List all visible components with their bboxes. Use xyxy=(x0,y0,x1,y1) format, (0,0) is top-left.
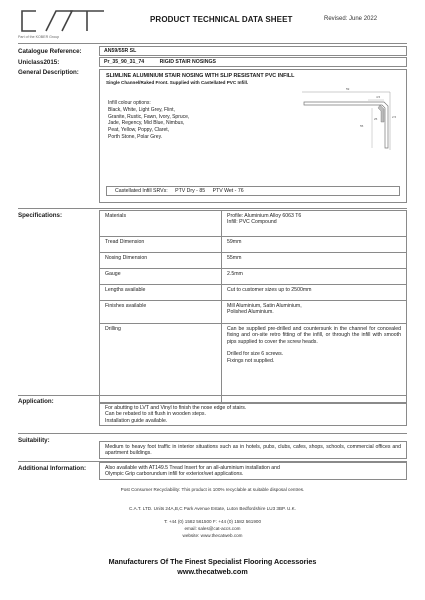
company-website: website: www.thecatweb.com xyxy=(182,533,243,538)
infill-line: Granite, Rustic, Fawn, Ivory, Spruce, xyxy=(108,113,190,120)
spec-value: 55mm xyxy=(222,253,407,269)
additional-line: Also available with AT149.5 Tread Insert for an all-aluminium installation and xyxy=(105,465,280,471)
spec-key: Tread Dimension xyxy=(100,237,222,253)
infill-colour-list xyxy=(108,100,189,141)
spec-key: Nosing Dimension xyxy=(100,253,222,269)
description-subtitle: Single Channel/Raked Front. Supplied with Castellated PVC Infill. xyxy=(106,80,249,85)
specifications-label: Specifications: xyxy=(18,212,63,219)
application-label: Application: xyxy=(18,398,54,405)
description-box xyxy=(99,69,407,203)
spec-key: Lengths available xyxy=(100,285,222,301)
dim-lip: 4.5 xyxy=(376,95,381,99)
specifications-divider xyxy=(18,395,407,396)
srv-box xyxy=(106,186,400,196)
additional-line: Olympic Grip carborundum infill for exterior/wet applications. xyxy=(105,471,244,478)
application-line: Can be rebated to sit flush in wooden steps. xyxy=(105,411,206,418)
spec-value-line: Profile: Aluminium Alloy 6063 T6 xyxy=(227,213,302,219)
infill-line: Peat, Yellow, Poppy, Claret, xyxy=(108,127,170,134)
catalogue-value: AN59/55R SL xyxy=(104,48,137,54)
application-line: Installation guide available. xyxy=(105,417,168,424)
spec-value: 59mm xyxy=(222,237,407,253)
spec-value-line: Mill Aluminium, Satin Aluminium, xyxy=(227,303,302,309)
table-row xyxy=(100,269,407,285)
additional-label: Additional Information: xyxy=(18,465,87,472)
application-line: For abutting to LVT and Vinyl to finish the nose edge of stairs. xyxy=(105,405,247,411)
dim-infill: 25 xyxy=(374,117,378,121)
uniclass-value-box xyxy=(99,57,407,67)
spec-value: 2.5mm xyxy=(222,269,407,285)
spec-value-line: Polished Aluminium. xyxy=(227,309,274,316)
dim-tread: 59 xyxy=(346,87,350,91)
uniclass-title: RIGID STAIR NOSINGS xyxy=(159,59,216,65)
suitability-label: Suitability: xyxy=(18,437,50,444)
suitability-text: Medium to heavy foot traffic in interior situations such as in hotels, pubs, clubs, cafes, shops, schools, commercial offices and apartment buildings. xyxy=(99,441,407,459)
application-box xyxy=(99,402,407,426)
table-row xyxy=(100,285,407,301)
spec-key: Materials xyxy=(100,211,222,237)
cat-logo xyxy=(18,8,108,34)
spec-value-line: Infill: PVC Compound xyxy=(227,219,277,226)
company-email: email: sales@cat-accs.com xyxy=(184,526,241,531)
spec-value xyxy=(222,301,407,324)
spec-key: Drilling xyxy=(100,324,222,404)
header-divider xyxy=(18,43,407,44)
tagline: Manufacturers Of The Finest Specialist Flooring Accessories xyxy=(108,557,317,566)
catalogue-label: Catalogue Reference: xyxy=(18,48,82,55)
recyclability-note: Post Consumer Recyclability: This product is 100% recyclable at suitable disposal centres. xyxy=(120,487,305,492)
srv-wet: PTV Wet - 76 xyxy=(212,188,244,194)
spec-key: Gauge xyxy=(100,269,222,285)
uniclass-code: Pr_35_90_31_74 xyxy=(104,59,145,65)
table-row xyxy=(100,253,407,269)
infill-line: Infill colour options: xyxy=(108,100,151,106)
additional-box xyxy=(99,462,407,480)
table-row xyxy=(100,211,407,237)
revised-date: Revised: June 2022 xyxy=(324,16,378,22)
application-divider xyxy=(18,433,407,434)
infill-line: Black, White, Light Grey, Flint, xyxy=(108,106,175,113)
footer-url: www.thecatweb.com xyxy=(177,567,248,576)
company-address: C.A.T. LTD. Units 24A,B,C Park Avenue Estate, Luton Bedfordshire LU3 3BP. U.K. xyxy=(129,506,296,511)
spec-value-paragraph: Can be supplied pre-drilled and countersunk in the channel for concealed fixing and on-site retro fitting of the infill, or through the infill with smooth pips supplied to cover the screw heads. xyxy=(227,326,401,345)
table-row xyxy=(100,237,407,253)
specifications-table xyxy=(99,210,407,404)
dim-gauge: 2.5 xyxy=(392,115,397,119)
spec-key: Finishes available xyxy=(100,301,222,324)
spec-value: Cut to customer sizes up to 2500mm xyxy=(222,285,407,301)
srv-label: Castellated Infill SRVs: xyxy=(115,188,168,194)
catalogue-value-box xyxy=(99,46,407,56)
uniclass-label: Uniclass2015: xyxy=(18,59,60,66)
spec-value-line: Drilled for size 6 screws. xyxy=(227,351,284,358)
description-title: SLIMLINE ALUMINIUM STAIR NOSING WITH SLIP RESISTANT PVC INFILL xyxy=(106,73,295,79)
spec-value xyxy=(222,211,407,237)
description-divider xyxy=(18,208,407,209)
infill-line: Porth Stone, Polar Grey. xyxy=(108,133,163,140)
srv-dry: PTV Dry - 85 xyxy=(175,188,206,194)
company-phone: T: +44 (0) 1582 561500 F: +44 (0) 1582 561900 xyxy=(163,519,262,524)
description-label: General Description: xyxy=(18,69,79,76)
table-row xyxy=(100,301,407,324)
dim-nosing: 55 xyxy=(360,124,364,128)
document-title: PRODUCT TECHNICAL DATA SHEET xyxy=(150,15,293,24)
logo-group-caption: Part of the KOBER Group xyxy=(18,35,60,39)
spec-value xyxy=(222,324,407,404)
infill-line: Jade, Regency, Mid Blue, Nimbus, xyxy=(108,120,185,127)
table-row xyxy=(100,324,407,404)
spec-value-line: Fixings not supplied. xyxy=(227,357,275,364)
profile-drawing xyxy=(290,78,400,158)
